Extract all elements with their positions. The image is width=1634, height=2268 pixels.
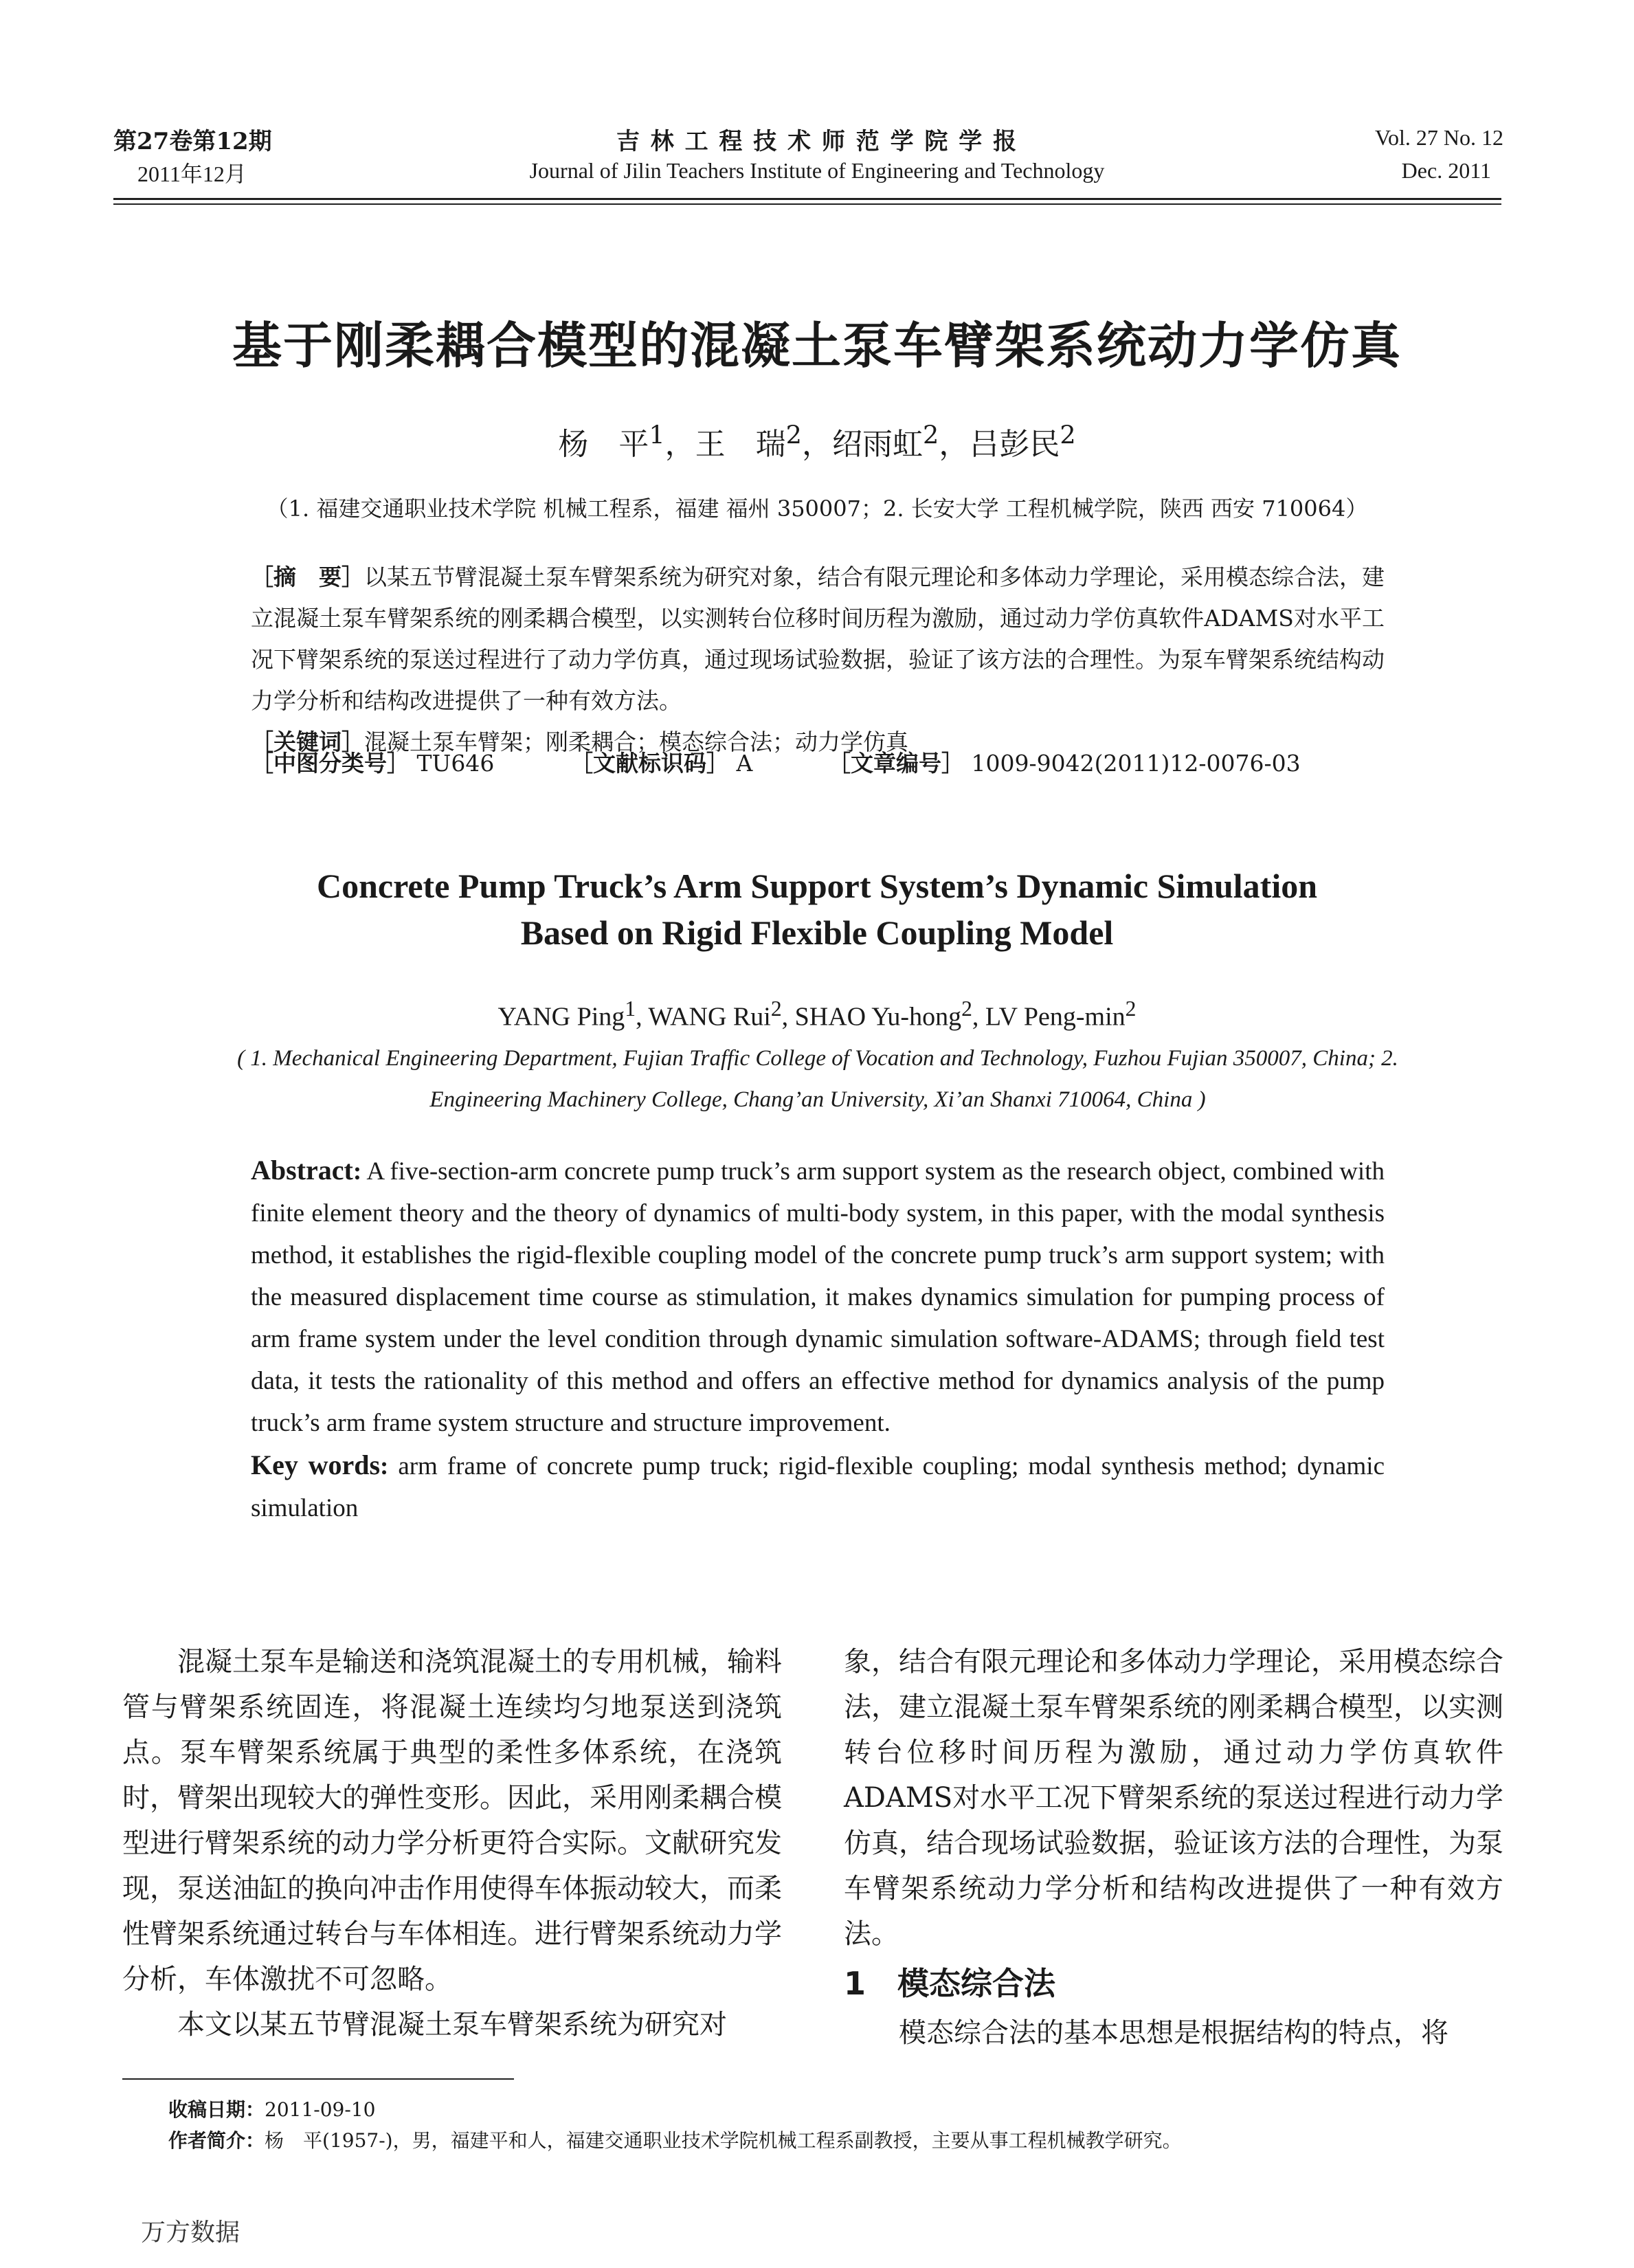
author-sup: 1 xyxy=(625,997,636,1021)
received-label: 收稿日期： xyxy=(168,2098,265,2121)
body-paragraph: 模态综合法的基本思想是根据结构的特点，将 xyxy=(899,2017,1448,2049)
clc-value: TU646 xyxy=(416,750,495,777)
author-sup: 2 xyxy=(923,420,939,450)
author-en: LV Peng-min xyxy=(985,1002,1126,1032)
article-number-label: ［文章编号］ xyxy=(828,750,964,777)
header-rule-top xyxy=(113,198,1501,200)
affiliation-en: ( 1. Mechanical Engineering Department, Fujian Traffic College of Vocation and Technology, Fuzhou Fujian 350007, China; 2. Engineering Machinery College, Chang’an University, Xi’an Shanxi 710064, China ) xyxy=(237,1046,1398,1112)
article-number xyxy=(828,746,1301,778)
abstract-en-text: A five-section-arm concrete pump truck’s arm support system as the research object, combined with finite element theory and the theory of dynamics of multi-body system, in this paper, with the modal synthesis method, it establishes the rigid-flexible coupling model of the concrete pump truck’s arm support system; with the measured displacement time course as stimulation, it makes dynamics simulation for pumping process of arm frame system under the level condition through dynamic simulation software-ADAMS; through field test data, it tests the rationality of this method and offers an effective method for dynamics analysis of the pump truck’s arm frame system structure and structure improvement. xyxy=(251,1157,1385,1437)
received-date xyxy=(168,2095,375,2122)
abstract-en: Abstract: A five-section-arm concrete pump truck’s arm support system as the research object, combined with finite element theory and the theory of dynamics of multi-body system, in this paper, with the modal synthesis method, it establishes the rigid-flexible coupling model of the concrete pump truck’s arm support system; with the measured displacement time course as stimulation, it makes dynamics simulation for pumping process of arm frame system under the level condition through dynamic simulation software-ADAMS; through field test data, it tests the rationality of this method and offers an effective method for dynamics analysis of the pump truck’s arm frame system structure and structure improvement. Key words: arm frame of concrete pump truck; rigid-flexible coupling; modal synthesis method; dynamic simulation xyxy=(251,1155,1385,1522)
abstract-en-label: Abstract xyxy=(251,1155,353,1186)
author-cn: 吕彭民 xyxy=(969,427,1060,462)
author-cn: 王 瑞 xyxy=(695,427,786,462)
journal-name-en: Journal of Jilin Teachers Institute of Engineering and Technology xyxy=(529,158,1105,183)
title-en-line-2: Based on Rigid Flexible Coupling Model xyxy=(520,913,1114,952)
author-en: YANG Ping xyxy=(497,1002,625,1032)
author-cn: 绍雨虹 xyxy=(832,427,923,462)
keywords-en-text: arm frame of concrete pump truck; rigid-flexible coupling; modal synthesis method; dynamic simulation xyxy=(251,1452,1385,1522)
author-sup: 2 xyxy=(785,420,802,450)
author-sup: 2 xyxy=(770,997,782,1021)
authors-cn: 杨 平$^1$，王 瑞$^2$，绍雨虹$^2$，吕彭民$^2$ xyxy=(558,420,1076,462)
header-rule-bottom xyxy=(113,203,1501,205)
abstract-cn xyxy=(251,557,1385,763)
body-paragraph: 本文以某五节臂混凝土泵车臂架系统为研究对 xyxy=(177,2009,727,2041)
author-bio-value: 杨 平(1957-)，男，福建平和人，福建交通职业技术学院机械工程系副教授，主要从事工程机械教学研究。 xyxy=(265,2129,1182,2152)
watermark: 万方数据 xyxy=(141,2219,240,2247)
abstract-cn-label: ［摘 要］ xyxy=(251,564,364,590)
footnote-rule xyxy=(122,2078,514,2080)
author-sup: 1 xyxy=(649,420,665,450)
doc-code xyxy=(570,746,752,778)
author-sup: 2 xyxy=(1125,997,1137,1021)
author-bio-label: 作者简介： xyxy=(168,2129,265,2152)
article-title-en xyxy=(0,863,1634,956)
body-right-column xyxy=(844,1639,1503,2056)
author-en: WANG Rui xyxy=(648,1002,771,1032)
article-number-value: 1009-9042(2011)12-0076-03 xyxy=(971,750,1301,777)
received-value: 2011-09-10 xyxy=(265,2098,376,2121)
author-sup: 2 xyxy=(1060,420,1076,450)
author-bio xyxy=(168,2126,1182,2153)
doc-code-label: ［文献标识码］ xyxy=(570,750,729,777)
volume-issue-cn: 第27卷第12期 xyxy=(113,128,272,155)
doc-code-value: A xyxy=(736,750,753,777)
date-en: Dec. 2011 xyxy=(1401,158,1491,183)
author-en: SHAO Yu-hong xyxy=(794,1002,962,1032)
keywords-cn-label: ［关键词］ xyxy=(251,729,364,755)
body-paragraph: 混凝土泵车是输送和浇筑混凝土的专用机械，输料管与臂架系统固连，将混凝土连续均匀地泵送到浇筑点。泵车臂架系统属于典型的柔性多体系统，在浇筑时，臂架出现较大的弹性变形。因此，采用刚柔耦合模型进行臂架系统的动力学分析更符合实际。文献研究发现，泵送油缸的换向冲击作用使得车体振动较大，而柔性臂架系统通过转台与车体相连。进行臂架系统动力学分析，车体激扰不可忽略。 xyxy=(122,1646,782,1995)
body-paragraph: 象，结合有限元理论和多体动力学理论，采用模态综合法，建立混凝土泵车臂架系统的刚柔耦合模型，以实测转台位移时间历程为激励，通过动力学仿真软件ADAMS对水平工况下臂架系统的泵送过程进行动力学仿真，结合现场试验数据，验证该方法的合理性，为泵车臂架系统动力学分析和结构改进提供了一种有效方法。 xyxy=(844,1646,1503,1950)
section-heading-1: 1 模态综合法 xyxy=(844,1965,1056,2002)
keywords-en-label: Key words xyxy=(251,1449,381,1480)
body-left-column xyxy=(122,1639,782,2047)
abstract-cn-text: 以某五节臂混凝土泵车臂架系统为研究对象，结合有限元理论和多体动力学理论，采用模态综合法，建立混凝土泵车臂架系统的刚柔耦合模型，以实测转台位移时间历程为激励，通过动力学仿真软件ADAMS对水平工况下臂架系统的泵送过程进行了动力学仿真，通过现场试验数据，验证了该方法的合理性。为泵车臂架系统结构动力学分析和结构改进提供了一种有效方法。 xyxy=(251,564,1385,714)
clc-number xyxy=(251,746,494,778)
clc-label: ［中图分类号］ xyxy=(251,750,410,777)
journal-name-cn: 吉 林 工 程 技 术 师 范 学 院 学 报 xyxy=(616,128,1018,155)
date-cn: 2011年12月 xyxy=(137,162,247,186)
author-cn: 杨 平 xyxy=(558,427,649,462)
keywords-cn-text: 混凝土泵车臂架；刚柔耦合；模态综合法；动力学仿真 xyxy=(364,729,908,755)
affiliation-cn: （1. 福建交通职业技术学院 机械工程系，福建 福州 350007；2. 长安大学 工程机械学院，陕西 西安 710064） xyxy=(266,496,1368,522)
volume-issue-en: Vol. 27 No. 12 xyxy=(1375,125,1503,150)
title-en-line-1: Concrete Pump Truck’s Arm Support System’s Dynamic Simulation xyxy=(316,867,1318,905)
author-sup: 2 xyxy=(961,997,972,1021)
authors-en: YANG Ping$^1$, WANG Rui$^2$, SHAO Yu-hong$^2$, LV Peng-$\min^2$ xyxy=(497,997,1137,1032)
article-title-cn: 基于刚柔耦合模型的混凝土泵车臂架系统动力学仿真 xyxy=(232,316,1402,375)
